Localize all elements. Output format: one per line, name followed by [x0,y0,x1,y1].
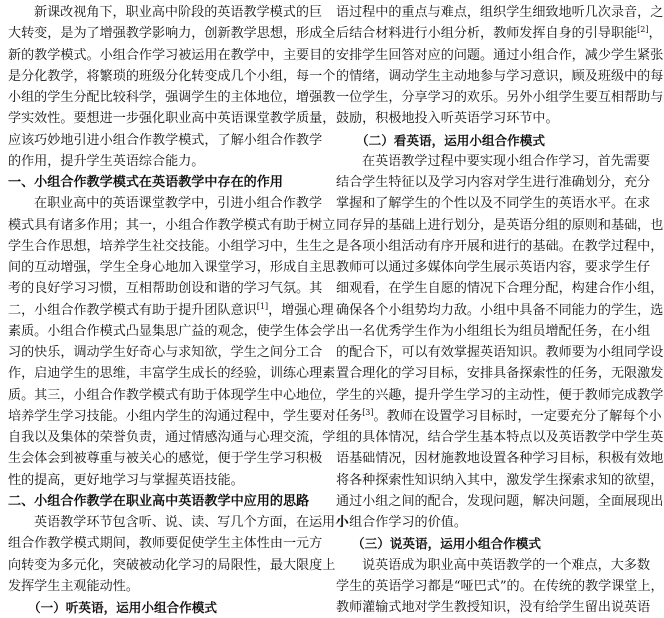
text-line: 教师灌输式地对学生教授知识，没有给学生留出说英语 [336,600,651,615]
text-line: 小组合作学习的价值。 [336,515,467,530]
text-line: 习的快乐，调动学生好奇心与求知欲，学生之间分工合 [8,345,323,360]
subsection-heading: （三）说英语，运用小组合作模式 [352,536,541,552]
text-line: 考的良好学习习惯，互相帮助创设和谐的学习气氛。其 [8,281,323,297]
text-line: 的作用，提升学生英语综合能力。 [8,153,205,169]
text-line: 任务[3]。教师在设置学习目标时，一定要充分了解每个小 [336,407,662,424]
text-line: 组的具体情况，结合学生基本特点以及英语教学中学生英 [336,430,664,445]
text-line: 一位学生，分享学习的欢乐。另外小组学生要互相帮助与 [336,90,664,105]
text-line: 新的教学模式。小组合作学习被运用在教学中，主要目的 [8,47,336,63]
citation-marker: [1] [256,301,269,311]
text-line: 生会体会到被尊重与被关心的感觉，便于学生学习积极 [8,451,323,467]
text-line: 鼓励，积极地投入听英语学习环节中。 [336,111,559,127]
text-line: 细观看，在学生自愿的情况下合理分配，构建合作小组， [336,281,664,297]
text-line: 学实效性。要想进一步强化职业高中英语课堂教学质量， [8,111,336,127]
text-line: 学生的兴趣，提升学生学习的主动性，便于教师完成教学 [336,387,664,403]
section-heading: 一、小组合作教学模式在英语教学中存在的作用 [8,175,283,190]
text-line: 间的互动增强，学生全身心地加入课堂学习，形成自主思 [8,260,336,275]
text-line: 说英语成为职业高中英语教学的一个难点，大多数 [362,557,651,573]
text-line: 发挥学生主观能动性。 [8,578,139,594]
text-line: 组合作教学模式期间，教师要促使学生主体性由一元方 [8,536,323,552]
text-line: 自我以及集体的荣誉负责，通过情感沟通与心理交流，学 [8,430,336,445]
text-line: 是各项小组活动有序开展和进行的基础。在教学过程中， [336,238,664,254]
text-line: 应该巧妙地引进小组合作教学模式，了解小组合作教学 [8,132,323,148]
subsection-heading: （一）听英语，运用小组合作模式 [28,600,217,615]
text-line: 后结合材料进行小组分析，教师发挥自身的引导职能[2]， [336,25,662,42]
text-line: 新课改视角下，职业高中阶段的英语教学模式的巨 [34,5,323,20]
text-line: 二，小组合作教学模式有助于提升团队意识[1]，增强心理 [8,301,334,318]
text-line: 作，启迪学生的思维，丰富学生成长的经验，训练心理素 [8,366,336,382]
text-line: 掌握和了解学生的个性以及不同学生的英语水平。在求 [336,196,651,212]
text-line: 小组的学生分配比较科学，强调学生的主体地位，增强教 [8,90,336,105]
text-line: 的情绪，调动学生主动地参与学习意识，顾及班级中的每 [336,68,664,84]
text-line: 将各种探索性知识纳入其中，激发学生探索求知的欲望， [336,472,664,488]
text-line: 性的提高，更好地学习与掌握英语技能。 [8,472,244,488]
text-line: 语过程中的重点与难点，组织学生细致地听几次录音，之 [336,5,664,20]
text-line: 素质。小组合作模式凸显集思广益的观念，使学生体会学 [8,323,336,339]
text-line: 语基础情况，因材施教地设置各种学习目标，积极有效地 [336,451,664,467]
text-line: 质。其三，小组合作教学模式有助于体现学生中心地位， [8,387,336,403]
text-line: 模式具有诸多作用；其一，小组合作教学模式有助于树立 [8,217,336,233]
text-line: 结合学生特征以及学习内容对学生进行准确划分，充分 [336,175,651,190]
text-line: 安排学生回答对应的问题。通过小组合作，减少学生紧张 [336,47,664,63]
left-column [8,2,349,618]
text-line: 置合理化的学习目标，安排具备探索性的任务，无限激发 [336,366,664,382]
section-heading: 二、小组合作教学在职业高中英语教学中应用的思路 [8,493,310,509]
text-line: 通过小组之间的配合，发现问题，解决问题，全面展现出 [336,493,664,509]
text-line: 同存异的基础上进行划分，是英语分组的原则和基础，也 [336,217,664,233]
text-line: 确保各个小组势均力敌。小组中具备不同能力的学生，选 [336,302,664,318]
text-line: 学生的英语学习都是“哑巴式”的。在传统的教学课堂上， [336,578,664,594]
text-line: 教师可以通过多媒体向学生展示英语内容，要求学生仔 [336,260,651,275]
text-line: 在职业高中的英语课堂教学中，引进小组合作教学 [34,196,323,212]
text-line: 向转变为多元化，突破被动化学习的局限性，最大限度上 [8,557,336,573]
text-line: 英语教学环节包含听、说、读、写几个方面，在运用小 [34,515,349,530]
text-line: 学生合作思想，培养学生社交技能。小组学习中，生生之 [8,238,336,254]
subsection-heading: （二）看英语，运用小组合作模式 [356,132,545,148]
text-line: 大转变，是为了增强教学影响力，创新教学思想，形成全 [8,26,336,42]
right-column [336,2,664,618]
text-line: 在英语教学过程中要实现小组合作学习，首先需要 [362,153,651,169]
text-line: 是分化教学，将繁琐的班级分化转变成几个小组，每一个 [8,68,336,84]
citation-marker: [2] [637,25,649,35]
text-line: 培养学生学习技能。小组内学生的沟通过程中，学生要对 [8,408,336,424]
text-line: 出一名优秀学生作为小组组长为组员增配任务，在小组 [336,323,651,339]
text-line: 的配合下，可以有效掌握英语知识。教师要为小组同学设 [336,345,664,360]
citation-marker: [3] [362,407,374,417]
